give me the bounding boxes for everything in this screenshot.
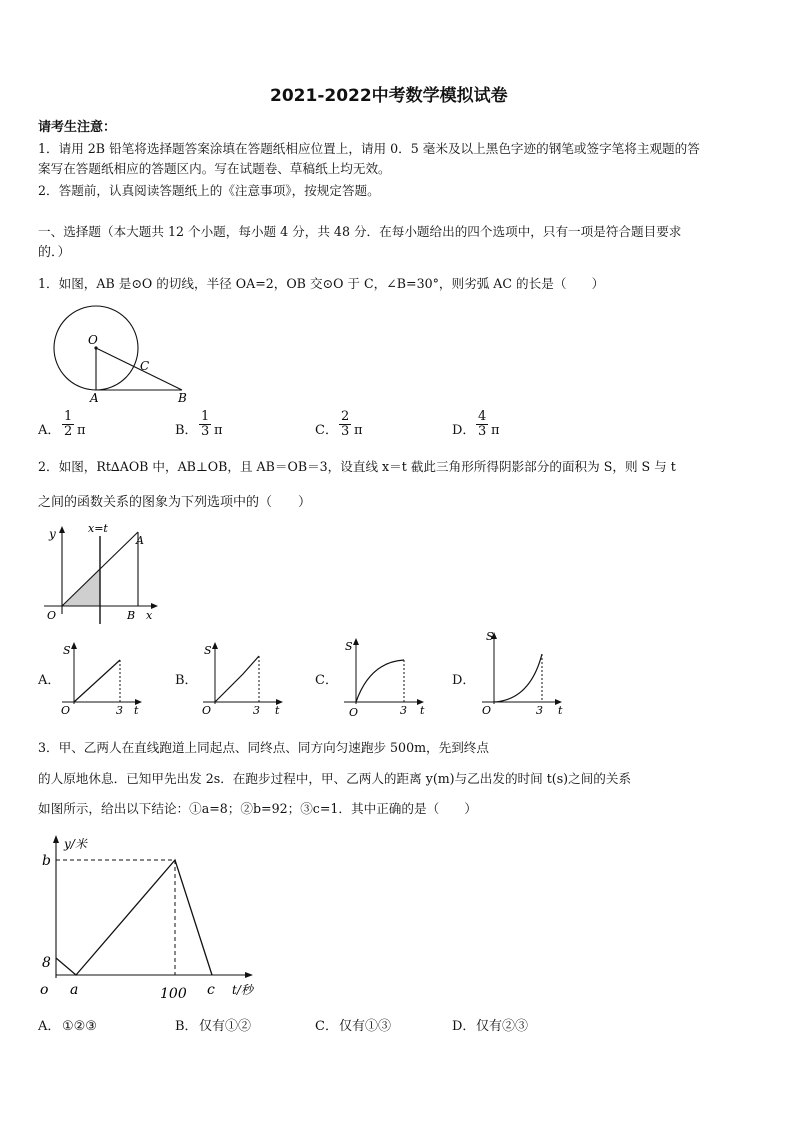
label-o: o: [40, 982, 49, 998]
distance-line: [56, 860, 212, 975]
label-8: 8: [42, 955, 51, 971]
label-s: S: [486, 630, 494, 643]
label-3: 3: [536, 704, 543, 717]
label-c: C: [140, 359, 150, 373]
fraction-denominator: 3: [341, 424, 350, 439]
notice-line-2: 案写在答题纸相应的答题区内。写在试题卷、草稿纸上均无效。: [38, 161, 391, 176]
y-axis-arrow: [212, 642, 218, 649]
q2-option-a-graph[interactable]: [58, 640, 148, 716]
label-t: t: [558, 704, 563, 717]
label-3: 3: [116, 704, 123, 717]
section-heading-line-2: 的．）: [38, 245, 71, 260]
y-axis-arrow: [53, 835, 59, 843]
label-x-axis: t/秒: [232, 983, 253, 997]
option-text: 仅有①③: [339, 1019, 392, 1034]
curve: [494, 654, 542, 702]
page-title: 2021-2022中考数学模拟试卷: [270, 86, 508, 106]
label-x-equals-t: x=t: [88, 522, 108, 535]
label-3: 3: [400, 704, 407, 717]
question-2-figure: [38, 522, 168, 622]
q2-option-b-graph[interactable]: [199, 640, 289, 716]
label-3: 3: [253, 704, 260, 717]
label-t: t: [420, 704, 425, 717]
option-letter: C．: [315, 1019, 338, 1034]
option-letter: B．: [175, 423, 198, 438]
label-o: O: [88, 333, 98, 347]
option-fraction: [62, 410, 74, 439]
q2-option-d-graph[interactable]: [478, 630, 568, 717]
y-axis-arrow: [59, 526, 65, 533]
option-pi: π: [354, 423, 363, 438]
question-1-figure: [52, 302, 192, 405]
curve: [215, 656, 259, 702]
fraction-denominator: 3: [201, 424, 210, 439]
label-t: t: [134, 704, 139, 717]
label-o: O: [61, 704, 71, 717]
option-letter: C．: [315, 423, 338, 438]
option-pi: π: [77, 423, 86, 438]
fraction-denominator: 2: [64, 424, 73, 439]
option-letter: D．: [452, 423, 476, 438]
question-2-line-2: 之间的函数关系的图象为下列选项中的（ ）: [38, 495, 312, 510]
question-2-line-1: 2．如图，Rt∆AOB 中，AB⊥OB，且 AB＝OB＝3，设直线 x＝t 截此三角形所得阴影部分的面积为 S，则 S 与 t: [38, 459, 676, 474]
q2-option-a-letter[interactable]: A．: [38, 673, 61, 688]
fraction-denominator: 3: [478, 424, 487, 439]
question-3-figure: [36, 832, 276, 1002]
option-letter: D．: [452, 1019, 476, 1034]
label-b: B: [178, 391, 187, 405]
option-pi: π: [214, 423, 223, 438]
q2-option-d-letter[interactable]: D．: [452, 673, 476, 688]
question-1-text: 1．如图，AB 是⊙O 的切线，半径 OA=2，OB 交⊙O 于 C，∠B=30°，则劣弧 AC 的长是（ ）: [38, 276, 605, 291]
option-fraction: [199, 410, 211, 439]
label-a: A: [90, 391, 99, 405]
question-3-line-3: 如图所示，给出以下结论：①a=8；②b=92；③c=1．其中正确的是（ ）: [38, 801, 477, 816]
fraction-numerator: 1: [201, 409, 210, 424]
label-s: S: [345, 640, 353, 653]
notice-line-1: 1．请用 2B 铅笔将选择题答案涂填在答题纸相应位置上，请用 0．5 毫米及以上黑色字迹的钢笔或签字笔将主观题的答: [38, 141, 700, 156]
label-s: S: [204, 644, 212, 657]
notice-line-3: 2．答题前，认真阅读答题纸上的《注意事项》，按规定答题。: [38, 183, 380, 198]
label-y-axis: y/米: [64, 837, 87, 851]
curve: [356, 660, 404, 702]
x-axis-arrow: [245, 972, 253, 978]
q2-option-c-graph[interactable]: [340, 636, 430, 719]
label-b: B: [127, 609, 136, 622]
label-x: x: [146, 609, 153, 622]
option-text: 仅有②③: [476, 1019, 529, 1034]
option-pi: π: [491, 423, 500, 438]
fraction-numerator: 4: [478, 409, 487, 424]
notice-heading: 请考生注意：: [38, 120, 117, 135]
segment-ob: [96, 348, 182, 390]
label-100: 100: [160, 986, 187, 1002]
curve: [74, 660, 120, 702]
label-c: c: [207, 982, 215, 998]
option-text: 仅有①②: [199, 1019, 252, 1034]
question-3-line-2: 的人原地休息．已知甲先出发 2s．在跑步过程中，甲、乙两人的距离 y(m)与乙出发的时间 t(s)之间的关系: [38, 771, 632, 786]
q2-option-c-letter[interactable]: C．: [315, 673, 338, 688]
question-3-line-1: 3．甲、乙两人在直线跑道上同起点、同终点、同方向匀速跑步 500m，先到终点: [38, 740, 489, 755]
label-y: y: [49, 527, 56, 541]
label-o: O: [482, 704, 492, 717]
label-a: A: [136, 534, 144, 547]
option-letter: A．: [38, 423, 61, 438]
section-heading-line-1: 一、选择题（本大题共 12 个小题，每小题 4 分，共 48 分．在每小题给出的四个选项中，只有一项是符合题目要求: [38, 224, 682, 239]
label-o: O: [349, 706, 359, 719]
option-text: ①②③: [62, 1019, 97, 1034]
q2-option-b-letter[interactable]: B．: [175, 673, 198, 688]
label-a: a: [70, 982, 79, 998]
label-o: O: [202, 704, 212, 717]
y-axis-arrow: [71, 642, 77, 649]
label-s: S: [63, 644, 71, 657]
fraction-numerator: 2: [341, 409, 350, 424]
label-t: t: [275, 704, 280, 717]
label-b: b: [42, 853, 51, 869]
fraction-numerator: 1: [64, 409, 73, 424]
option-fraction: [476, 410, 488, 439]
option-letter: B．: [175, 1019, 198, 1034]
label-o: O: [47, 609, 57, 622]
option-letter: A．: [38, 1019, 61, 1034]
y-axis-arrow: [353, 638, 359, 645]
option-fraction: [339, 410, 351, 439]
